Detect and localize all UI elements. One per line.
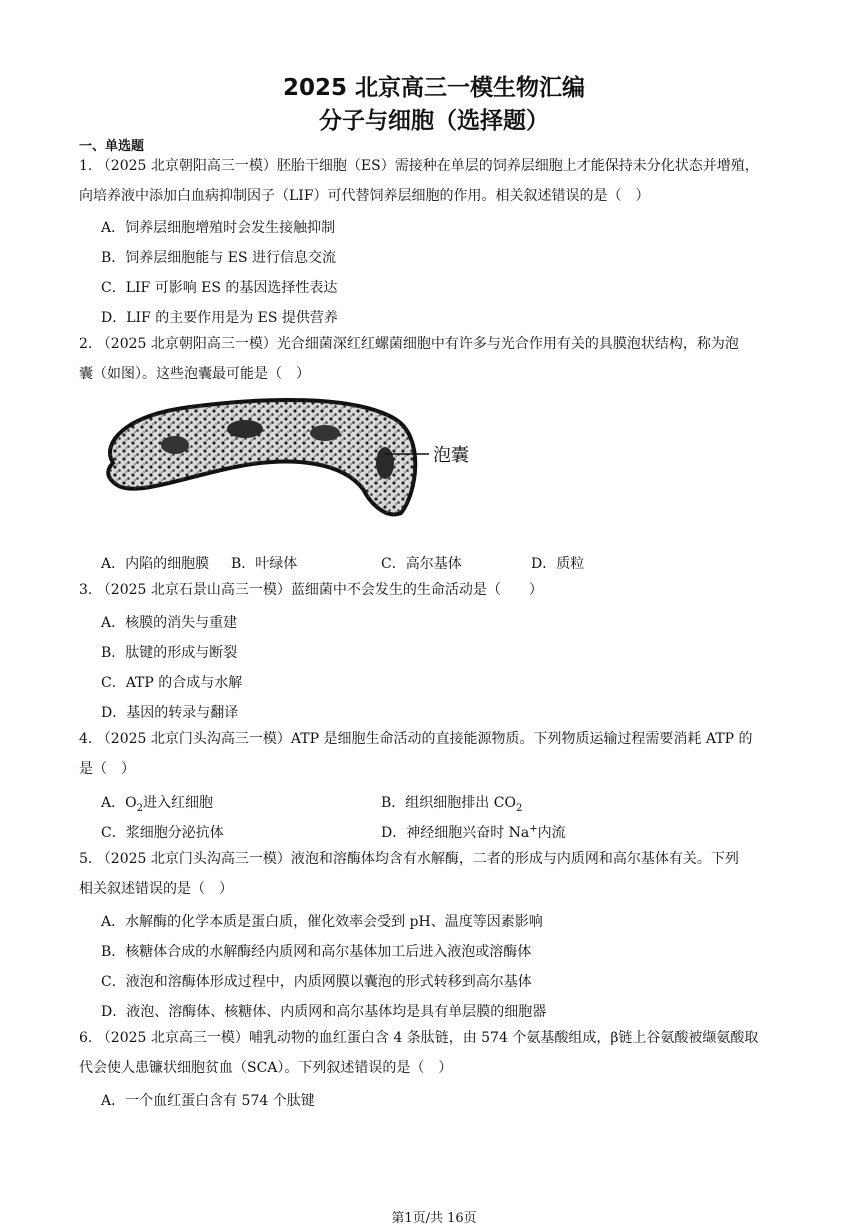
question-3-option-a: A．核膜的消失与重建 (101, 615, 238, 631)
question-5-option-d: D．液泡、溶酶体、核糖体、内质网和高尔基体均是具有单层膜的细胞器 (101, 1004, 547, 1020)
bacterium-figure (95, 393, 495, 521)
question-2-option-c: C．高尔基体 (381, 556, 462, 572)
question-2-option-b: B．叶绿体 (231, 556, 298, 572)
question-1-option-b: B．饲养层细胞能与 ES 进行信息交流 (101, 250, 336, 266)
page-subtitle: 分子与细胞（选择题） (319, 108, 549, 134)
question-1-option-c: C．LIF 可影响 ES 的基因选择性表达 (101, 280, 338, 296)
page-number-footer: 第1页/共 16页 (391, 1211, 477, 1226)
question-1-option-a: A．饲养层细胞增殖时会发生接触抑制 (101, 220, 336, 236)
question-6-option-a: A．一个血红蛋白含有 574 个肽键 (101, 1093, 315, 1109)
question-4-option-d: D．神经细胞兴奋时 Na+内流 (381, 823, 566, 841)
question-4-stem-line1: 4. （2025 北京门头沟高三一模）ATP 是细胞生命活动的直接能源物质。下列物质运输过程需要消耗 ATP 的 (79, 731, 753, 747)
question-6-stem-line1: 6. （2025 北京高三一模）哺乳动物的血红蛋白含 4 条肽链，由 574 个氨基酸组成，β链上谷氨酸被缬氨酸取 (79, 1030, 759, 1046)
question-4-stem-line2: 是（ ） (79, 761, 135, 777)
vesicle-label: 泡囊 (433, 445, 469, 466)
question-3-option-d: D．基因的转录与翻译 (101, 705, 239, 721)
question-2-stem-line1: 2. （2025 北京朝阳高三一模）光合细菌深红红螺菌细胞中有许多与光合作用有关的具膜泡状结构，称为泡 (79, 336, 739, 352)
question-2-option-a: A．内陷的细胞膜 (101, 556, 210, 572)
question-1-stem-line1: 1. （2025 北京朝阳高三一模）胚胎干细胞（ES）需接种在单层的饲养层细胞上才能保持未分化状态并增殖， (79, 158, 759, 174)
question-1-option-d: D．LIF 的主要作用是为 ES 提供营养 (101, 310, 338, 326)
question-2-option-d: D．质粒 (531, 556, 585, 572)
question-4-option-a: A．$O_2$进入红细胞 (101, 795, 213, 814)
question-5-option-c: C．液泡和溶酶体形成过程中，内质网膜以囊泡的形式转移到高尔基体 (101, 974, 532, 990)
question-5-stem-line2: 相关叙述错误的是（ ） (79, 881, 233, 897)
section-heading: 一、单选题 (79, 139, 145, 154)
question-4-option-c: C．浆细胞分泌抗体 (101, 825, 224, 841)
question-3-stem: 3. （2025 北京石景山高三一模）蓝细菌中不会发生的生命活动是（ ） (79, 582, 543, 598)
question-3-option-b: B．肽键的形成与断裂 (101, 645, 238, 661)
question-5-option-b: B．核糖体合成的水解酶经内质网和高尔基体加工后进入液泡或溶酶体 (101, 944, 532, 960)
question-5-option-a: A．水解酶的化学本质是蛋白质，催化效率会受到 pH、温度等因素影响 (101, 914, 543, 930)
page-title: 2025 北京高三一模生物汇编 (282, 75, 586, 101)
question-6-stem-line2: 代会使人患镰状细胞贫血（SCA）。下列叙述错误的是（ ） (79, 1060, 453, 1076)
question-4-option-b: B．组织细胞排出 $CO_2$ (381, 795, 523, 814)
question-1-stem-line2: 向培养液中添加白血病抑制因子（LIF）可代替饲养层细胞的作用。相关叙述错误的是（ ） (79, 188, 650, 204)
question-5-stem-line1: 5. （2025 北京门头沟高三一模）液泡和溶酶体均含有水解酶，二者的形成与内质网和高尔基体有关。下列 (79, 851, 739, 867)
question-3-option-c: C．ATP 的合成与水解 (101, 675, 243, 691)
question-2-stem-line2: 囊（如图）。这些泡囊最可能是（ ） (79, 366, 310, 382)
